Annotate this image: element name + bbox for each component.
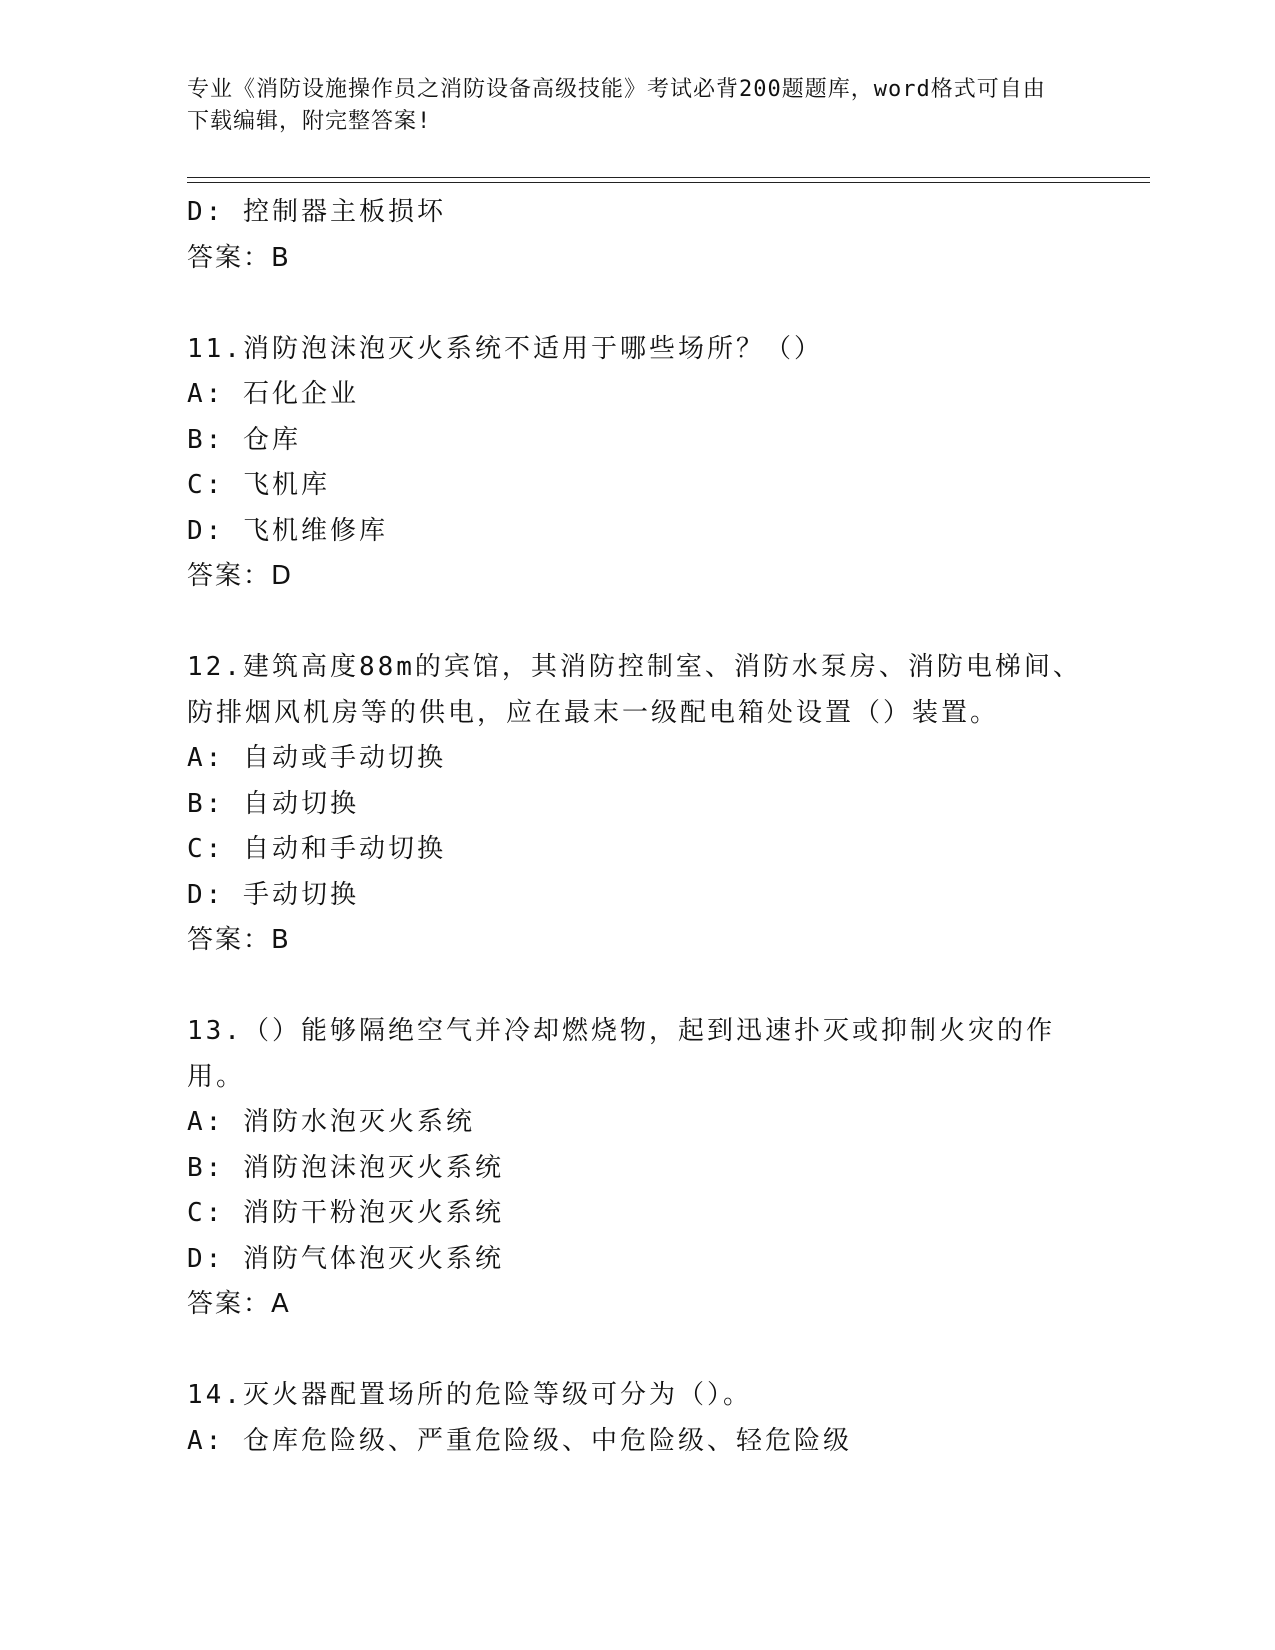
spacer — [187, 600, 1087, 646]
option-b: B: 消防泡沫泡灭火系统 — [187, 1152, 504, 1183]
option-d: D: 消防气体泡灭火系统 — [187, 1243, 504, 1274]
question-14 — [187, 1373, 1087, 1464]
option-d: D: 手动切换 — [187, 879, 359, 910]
question-title: 11.消防泡沫泡灭火系统不适用于哪些场所？（） — [187, 333, 823, 364]
question-12 — [187, 645, 1087, 964]
prev-question-option-d: D: 控制器主板损坏 — [187, 197, 446, 227]
option-b: B: 自动切换 — [187, 788, 359, 819]
option-c: C: 飞机库 — [187, 470, 330, 500]
option-d: D: 飞机维修库 — [187, 515, 388, 546]
option-c: C: 消防干粉泡灭火系统 — [187, 1198, 504, 1228]
option-b: B: 仓库 — [187, 424, 301, 455]
question-title: 14.灭火器配置场所的危险等级可分为（）。 — [187, 1380, 752, 1410]
option-a: A: 自动或手动切换 — [187, 743, 446, 773]
header-text: 专业《消防设施操作员之消防设备高级技能》考试必背200题题库，word格式可自由下载编辑，附完整答案! — [187, 77, 1046, 134]
question-11 — [187, 327, 1087, 600]
document-header — [187, 74, 1067, 138]
option-c: C: 自动和手动切换 — [187, 834, 446, 864]
option-a: A: 消防水泡灭火系统 — [187, 1107, 475, 1137]
answer: 答案：D — [187, 561, 294, 591]
question-title: 12.建筑高度88m的宾馆，其消防控制室、消防水泵房、消防电梯间、防排烟风机房等的供电，应在最末一级配电箱处设置（）装置。 — [187, 652, 1082, 728]
spacer — [187, 964, 1087, 1010]
header-rule-bottom — [187, 182, 1150, 183]
option-a: A: 石化企业 — [187, 379, 359, 409]
answer: 答案：A — [187, 1289, 291, 1319]
spacer — [187, 281, 1087, 327]
question-title: 13.（）能够隔绝空气并冷却燃烧物，起到迅速扑灭或抑制火灾的作用。 — [187, 1016, 1055, 1092]
document-body — [187, 190, 1087, 1464]
question-13 — [187, 1009, 1087, 1328]
option-a: A: 仓库危险级、严重危险级、中危险级、轻危险级 — [187, 1425, 852, 1456]
header-rule-top — [187, 177, 1150, 178]
spacer — [187, 1328, 1087, 1374]
prev-question-answer: 答案：B — [187, 242, 291, 273]
answer: 答案：B — [187, 925, 291, 955]
